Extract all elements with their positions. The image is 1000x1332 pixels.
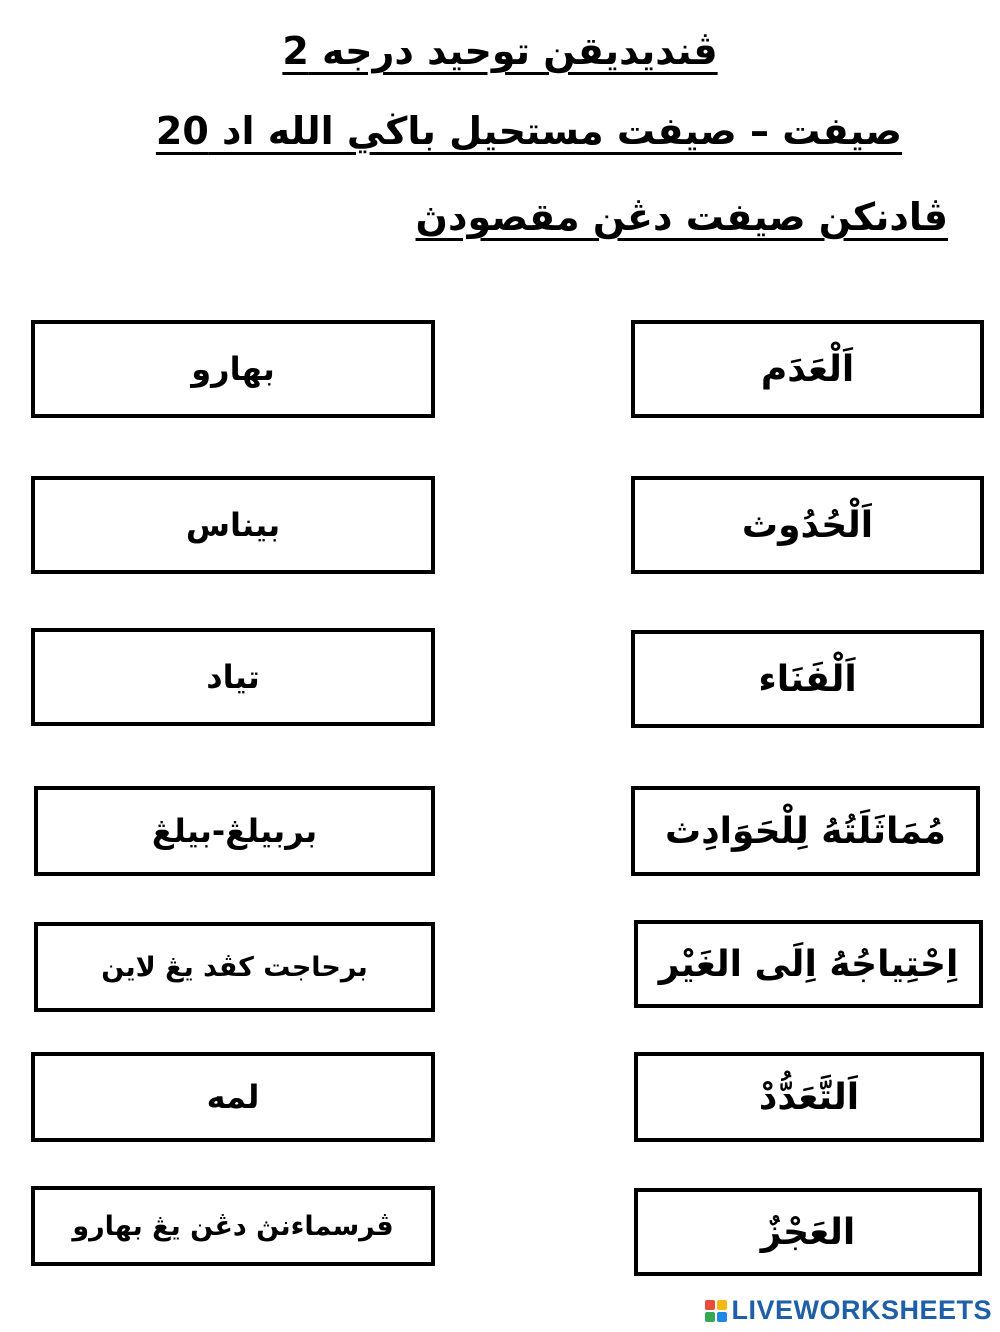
liveworksheets-logo [705, 1295, 992, 1326]
term-box-2[interactable] [631, 476, 984, 574]
meaning-label: ڤرسماءنڽ دڠن يڠ بهارو [72, 1210, 394, 1242]
meaning-box-4[interactable] [34, 786, 435, 876]
meaning-box-2[interactable] [31, 476, 435, 574]
term-box-4[interactable] [631, 786, 980, 876]
meaning-label: برحاجت كڤد يڠ لاين [101, 951, 368, 983]
term-label: اَلْعَدَم [760, 348, 855, 390]
meaning-label: لمه [206, 1078, 260, 1116]
logo-square [705, 1300, 715, 1310]
term-label: العَجْزٌ [760, 1211, 856, 1253]
meaning-box-6[interactable] [31, 1052, 435, 1142]
term-box-1[interactable] [631, 320, 984, 418]
worksheet-subtitle: صيفت – صيفت مستحيل باڬي الله اد 20 [155, 109, 902, 153]
term-label: اَلْحُدُوث [741, 504, 874, 546]
logo-square [717, 1300, 727, 1310]
term-box-6[interactable] [634, 1052, 984, 1142]
term-label: اَلْفَنَاء [758, 658, 857, 700]
meaning-box-7[interactable] [31, 1186, 435, 1266]
logo-square [705, 1312, 715, 1322]
meaning-label: بربيلڠ-بيلڠ [151, 812, 318, 850]
logo-square [717, 1312, 727, 1322]
meaning-label: تياد [206, 658, 260, 696]
term-box-5[interactable] [634, 920, 983, 1008]
meaning-box-1[interactable] [31, 320, 435, 418]
worksheet-title: ڤنديديقن توحيد درجه 2 [282, 29, 718, 73]
term-label: اَلتَّعَدُّدْ [758, 1076, 860, 1118]
meaning-label: بيناس [185, 506, 281, 544]
term-box-3[interactable] [631, 630, 984, 728]
meaning-box-3[interactable] [31, 628, 435, 726]
liveworksheets-icon [705, 1300, 727, 1322]
term-label: اِحْتِياجُهُ اِلَى الغَيْر [658, 943, 959, 985]
worksheet-instruction: ڤادنكن صيفت دڠن مقصودڽ [415, 195, 948, 239]
term-box-7[interactable] [634, 1188, 982, 1276]
term-label: مُمَاثَلَتُهُ لِلْحَوَادِث [665, 810, 946, 852]
brand-name: LIVEWORKSHEETS [731, 1295, 992, 1325]
meaning-box-5[interactable] [34, 922, 435, 1012]
meaning-label: بهارو [191, 350, 275, 388]
